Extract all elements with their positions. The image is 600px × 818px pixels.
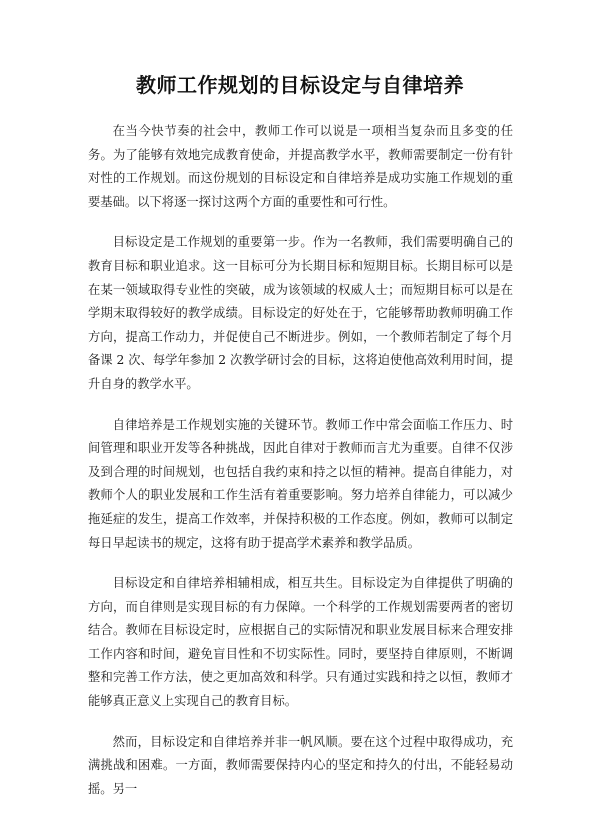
- paragraph-intro: 在当今快节奏的社会中，教师工作可以说是一项相当复杂而且多变的任务。为了能够有效地完成教育使命，并提高教学水平，教师需要制定一份有针对性的工作规划。而这份规划的目标设定和自律培养是成功实施工作规划的重要基础。以下将逐一探讨这两个方面的重要性和可行性。: [88, 124, 513, 209]
- paragraph-challenges: 然而，目标设定和自律培养并非一帆风顺。要在这个过程中取得成功，充满挑战和困难。一方面，教师需要保持内心的坚定和持久的付出，不能轻易动摇。另一: [88, 734, 513, 796]
- paragraph-goal-setting: 目标设定是工作规划的重要第一步。作为一名教师，我们需要明确自己的教育目标和职业追求。这一目标可分为长期目标和短期目标。长期目标可以是在某一领域取得专业性的突破，成为该领域的权威人士；而短期目标可以是在学期末取得较好的教学成绩。目标设定的好处在于，它能够帮助教师明确工作方向，提高工作动力，并促使自己不断进步。例如，一个教师若制定了每个月备课 2 次、每学年参加 2 次教学研讨会的目标，这将迫使他高效利用时间，提升自身的教学水平。: [88, 235, 513, 391]
- paragraph-complementary: 目标设定和自律培养相辅相成，相互共生。目标设定为自律提供了明确的方向，而自律则是实现目标的有力保障。一个科学的工作规划需要两者的密切结合。教师在目标设定时，应根据自己的实际情况和职业发展目标来合理安排工作内容和时间，避免盲目性和不切实际性。同时，要坚持自律原则，不断调整和完善工作方法，使之更加高效和科学。只有通过实践和持之以恒，教师才能够真正意义上实现自己的教育目标。: [88, 576, 513, 709]
- paragraph-self-discipline: 自律培养是工作规划实施的关键环节。教师工作中常会面临工作压力、时间管理和职业开发等各种挑战，因此自律对于教师而言尤为重要。自律不仅涉及到合理的时间规划，也包括自我约束和持之以恒的精神。提高自律能力，对教师个人的职业发展和工作生活有着重要影响。努力培养自律能力，可以减少拖延症的发生，提高工作效率，并保持积极的工作态度。例如，教师可以制定每日早起读书的规定，这将有助于提高学术素养和教学品质。: [88, 417, 513, 550]
- document-title: 教师工作规划的目标设定与自律培养: [136, 73, 464, 97]
- document-body: [88, 120, 513, 818]
